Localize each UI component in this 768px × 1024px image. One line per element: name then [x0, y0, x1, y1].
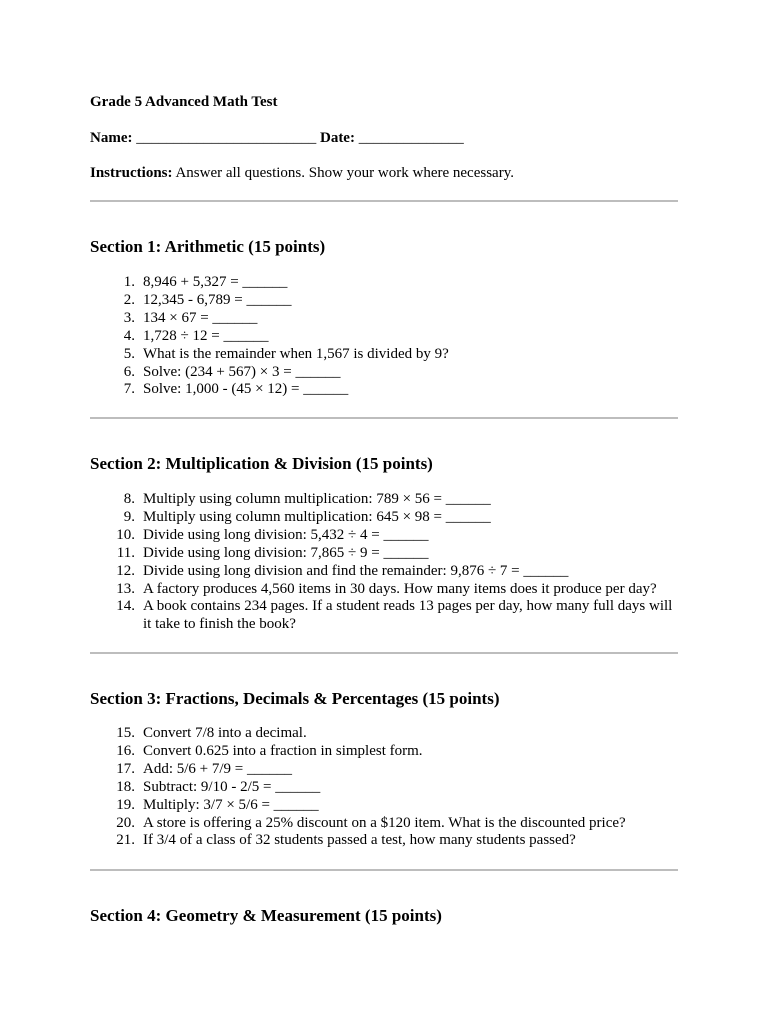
divider [90, 417, 678, 419]
question-number: 5. [123, 345, 135, 362]
instructions-text: Answer all questions. Show your work where necessary. [172, 165, 514, 181]
date-blank: ______________ [354, 130, 464, 146]
question-number: 14. [116, 598, 135, 615]
name-blank: ________________________ [132, 130, 320, 146]
question-item [90, 779, 678, 797]
section-4-title: Section 4: Geometry & Measurement (15 points) [90, 906, 442, 925]
divider [90, 869, 678, 871]
question-number: 8. [123, 491, 135, 507]
question-text: Multiply using column multiplication: 789 × 56 = ______ [143, 491, 491, 507]
date-label: Date: [319, 130, 355, 146]
section-2-questions [90, 491, 678, 634]
question-text: Divide using long division: 5,432 ÷ 4 = ______ [143, 526, 429, 543]
question-text: A factory produces 4,560 items in 30 days. How many items does it produce per day? [143, 580, 657, 597]
question-number: 7. [123, 381, 135, 398]
section-1-title: Section 1: Arithmetic (15 points) [90, 237, 326, 256]
question-number: 1. [123, 274, 135, 290]
question-text: Solve: (234 + 567) × 3 = ______ [143, 363, 341, 380]
question-item [90, 761, 678, 779]
question-item [90, 725, 678, 743]
question-number: 12. [116, 562, 135, 579]
question-text: Convert 0.625 into a fraction in simplest form. [143, 742, 423, 759]
question-number: 17. [116, 760, 135, 777]
question-item [90, 581, 678, 599]
question-item [90, 292, 678, 310]
question-item [90, 364, 678, 382]
question-item [90, 381, 678, 399]
question-text: What is the remainder when 1,567 is divided by 9? [143, 345, 449, 362]
question-text: 1,728 ÷ 12 = ______ [143, 327, 269, 344]
question-item [90, 274, 678, 292]
question-item [90, 797, 678, 815]
question-number: 6. [123, 363, 135, 380]
question-number: 11. [116, 544, 135, 561]
instructions-label: Instructions: [90, 165, 173, 181]
question-item [90, 346, 678, 364]
question-number: 3. [123, 309, 135, 326]
question-item [90, 598, 678, 634]
section-2-title: Section 2: Multiplication & Division (15 points) [90, 454, 433, 473]
question-number: 13. [116, 580, 135, 597]
instructions [90, 163, 514, 183]
question-item [90, 328, 678, 346]
question-text: Divide using long division and find the remainder: 9,876 ÷ 7 = ______ [143, 562, 569, 579]
question-text: If 3/4 of a class of 32 students passed a test, how many students passed? [143, 832, 576, 849]
question-number: 4. [123, 327, 135, 344]
question-item [90, 563, 678, 581]
question-text: 12,345 - 6,789 = ______ [143, 291, 292, 308]
question-item [90, 527, 678, 545]
name-date-line [90, 128, 464, 148]
question-text: 8,946 + 5,327 = ______ [143, 274, 288, 290]
question-item [90, 545, 678, 563]
question-text: Multiply: 3/7 × 5/6 = ______ [143, 796, 319, 813]
question-text: A book contains 234 pages. If a student reads 13 pages per day, how many full days will it take to finish the book? [143, 598, 673, 633]
question-text: Solve: 1,000 - (45 × 12) = ______ [143, 381, 349, 398]
question-number: 9. [123, 508, 135, 525]
question-item [90, 509, 678, 527]
question-item [90, 310, 678, 328]
section-3-title: Section 3: Fractions, Decimals & Percentages (15 points) [90, 689, 500, 708]
question-number: 2. [123, 291, 135, 308]
question-number: 16. [116, 742, 135, 759]
page-title: Grade 5 Advanced Math Test [90, 94, 278, 110]
divider [90, 200, 678, 202]
section-3-questions [90, 725, 678, 850]
question-number: 20. [116, 814, 135, 831]
question-number: 19. [116, 796, 135, 813]
question-number: 21. [116, 832, 135, 849]
section-1-questions [90, 274, 678, 399]
question-text: Add: 5/6 + 7/9 = ______ [143, 760, 293, 777]
question-text: Multiply using column multiplication: 645 × 98 = ______ [143, 508, 491, 525]
divider [90, 652, 678, 654]
question-text: Convert 7/8 into a decimal. [143, 725, 307, 741]
question-item [90, 832, 678, 850]
question-text: A store is offering a 25% discount on a $120 item. What is the discounted price? [143, 814, 626, 831]
question-text: Divide using long division: 7,865 ÷ 9 = ______ [143, 544, 429, 561]
question-item [90, 743, 678, 761]
question-number: 15. [116, 725, 135, 741]
name-label: Name: [90, 130, 133, 146]
question-number: 10. [116, 526, 135, 543]
question-number: 18. [116, 778, 135, 795]
question-text: Subtract: 9/10 - 2/5 = ______ [143, 778, 321, 795]
question-item [90, 815, 678, 833]
question-text: 134 × 67 = ______ [143, 309, 258, 326]
question-item [90, 491, 678, 509]
